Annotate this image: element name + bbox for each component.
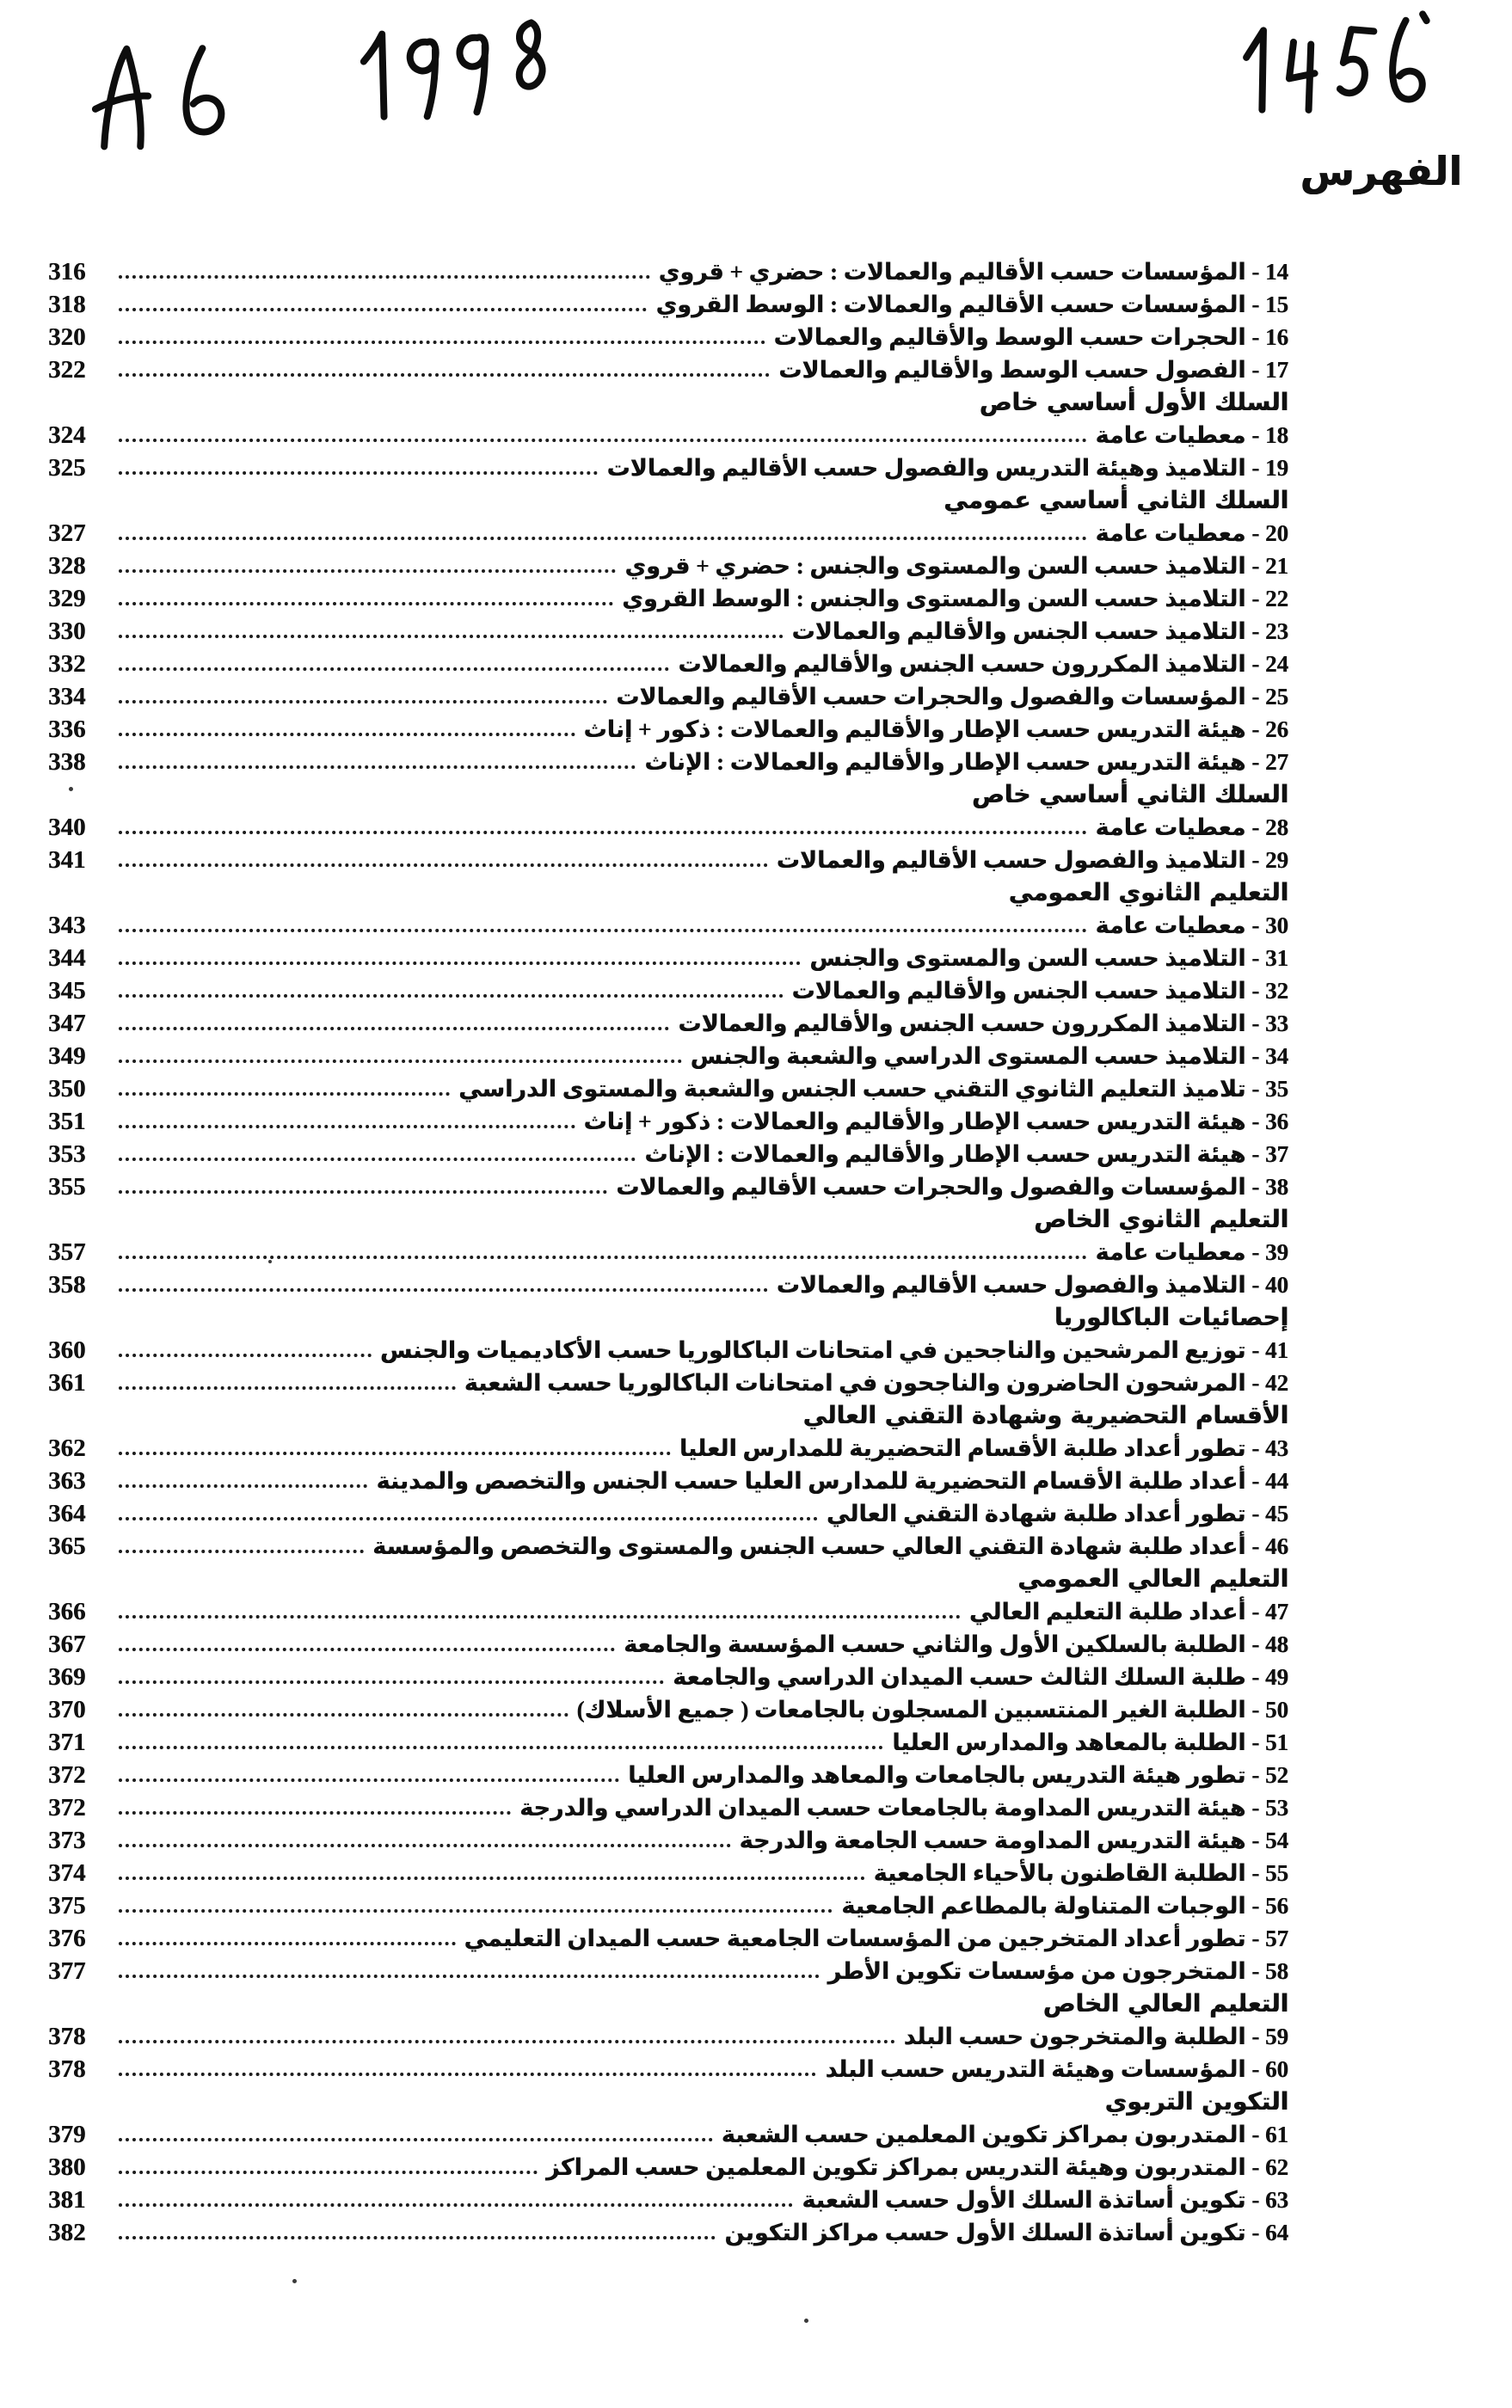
dot-leader	[119, 2236, 716, 2239]
scan-speck	[804, 2319, 808, 2323]
toc-section-header: التعليم العالي العمومي	[1017, 1564, 1288, 1593]
handwriting-top-left	[73, 31, 276, 153]
toc-entry	[48, 353, 1288, 385]
dot-leader	[119, 1942, 456, 1945]
page-number: 329	[48, 585, 86, 612]
toc-entry	[48, 1333, 1288, 1366]
entry-label: 36 - هيئة التدريس حسب الإطار والأقاليم والعمالات : ذكور + إناث	[583, 1109, 1288, 1134]
toc-entry	[48, 974, 1288, 1006]
page-number: 375	[48, 1892, 86, 1920]
dot-leader	[119, 1615, 961, 1619]
dot-leader	[119, 602, 613, 605]
dot-leader	[119, 994, 784, 998]
toc-section-header: السلك الثاني أساسي خاص	[971, 780, 1288, 808]
entry-label: 58 - المتخرجون من مؤسسات تكوين الأطر	[827, 1958, 1288, 1984]
entry-label: 19 - التلاميذ وهيئة التدريس والفصول حسب الأقاليم والعمالات	[606, 455, 1288, 481]
page-number: 338	[48, 748, 86, 776]
toc-entry	[48, 451, 1288, 483]
page-number: 366	[48, 1598, 86, 1625]
page-number: 378	[48, 2055, 86, 2083]
entry-label: 60 - المؤسسات وهيئة التدريس حسب البلد	[825, 2056, 1288, 2082]
toc-entry	[48, 418, 1288, 451]
page-number: 360	[48, 1336, 86, 1364]
page-number: 320	[48, 323, 86, 351]
page-number: 382	[48, 2219, 86, 2246]
entry-label: 49 - طلبة السلك الثالث حسب الميدان الدراسي والجامعة	[673, 1664, 1288, 1690]
page-number: 316	[48, 258, 86, 286]
dot-leader	[119, 863, 768, 867]
page-number: 355	[48, 1173, 86, 1201]
dot-leader	[119, 275, 650, 279]
dot-leader	[119, 1027, 669, 1030]
entry-label: 23 - التلاميذ حسب الجنس والأقاليم والعمالات	[791, 618, 1288, 644]
entry-label: 57 - تطور أعداد المتخرجين من المؤسسات الجامعية حسب الميدان التعليمي	[464, 1926, 1288, 1951]
dot-leader	[119, 700, 607, 703]
page-number: 372	[48, 1794, 86, 1821]
entry-label: 43 - تطور أعداد طلبة الأقسام التحضيرية للمدارس العليا	[679, 1435, 1288, 1461]
toc-entry	[48, 1954, 1288, 1987]
dot-leader	[119, 1452, 671, 1455]
toc-section-header: التعليم الثانوي العمومي	[1008, 878, 1288, 906]
dot-leader	[119, 1190, 607, 1194]
entry-label: 31 - التلاميذ حسب السن والمستوى والجنس	[809, 945, 1288, 971]
dot-leader	[119, 537, 1087, 540]
toc-entry	[48, 1627, 1288, 1660]
dot-leader	[119, 1877, 865, 1880]
toc-entry	[48, 581, 1288, 614]
toc-entry	[48, 2183, 1288, 2215]
toc-entry	[48, 1366, 1288, 1398]
page-number: 350	[48, 1075, 86, 1103]
page-number: 324	[48, 421, 86, 449]
toc-entry	[48, 745, 1288, 777]
dot-leader	[119, 439, 1087, 442]
dot-leader	[119, 1060, 682, 1063]
page-number: 370	[48, 1696, 86, 1723]
page-number: 341	[48, 846, 86, 874]
dot-leader	[119, 1517, 818, 1520]
entry-label: 50 - الطلبة الغير المنتسبين المسجلون بالجامعات ( جميع الأسلاك)	[576, 1697, 1288, 1723]
entry-label: 26 - هيئة التدريس حسب الإطار والأقاليم والعمالات : ذكور + إناث	[583, 716, 1288, 742]
toc-entry	[48, 1921, 1288, 1954]
table-of-contents	[48, 255, 1288, 2248]
page-number: 345	[48, 977, 86, 1004]
page-number: 327	[48, 519, 86, 547]
entry-label: 48 - الطلبة بالسلكين الأول والثاني حسب المؤسسة والجامعة	[624, 1631, 1288, 1657]
page-number: 369	[48, 1663, 86, 1691]
entry-label: 52 - تطور هيئة التدريس بالجامعات والمعاهد والمدارس العليا	[628, 1762, 1288, 1788]
dot-leader	[119, 2171, 538, 2174]
toc-entry	[48, 1791, 1288, 1823]
dot-leader	[119, 1713, 569, 1717]
entry-label: 53 - هيئة التدريس المداومة بالجامعات حسب الميدان الدراسي والدرجة	[519, 1795, 1288, 1821]
entry-label: 45 - تطور أعداد طلبة شهادة التقني العالي	[826, 1501, 1288, 1526]
scan-speck	[292, 2279, 297, 2283]
page-number: 318	[48, 291, 86, 318]
page-number: 322	[48, 356, 86, 384]
page-number: 340	[48, 814, 86, 841]
page-title: الفهرس	[1300, 148, 1462, 194]
toc-entry	[48, 941, 1288, 974]
toc-entry	[48, 647, 1288, 679]
entry-label: 59 - الطلبة والمتخرجون حسب البلد	[903, 2024, 1288, 2049]
toc-entry	[48, 2052, 1288, 2085]
entry-label: 63 - تكوين أساتذة السلك الأول حسب الشعبة	[802, 2187, 1288, 2213]
entry-label: 44 - أعداد طلبة الأقسام التحضيرية للمدارس العليا حسب الجنس والتخصص والمدينة	[376, 1468, 1288, 1494]
page-number: 372	[48, 1761, 86, 1789]
entry-label: 35 - تلاميذ التعليم الثانوي التقني حسب الجنس والشعبة والمستوى الدراسي	[458, 1076, 1288, 1102]
dot-leader	[119, 1092, 450, 1096]
entry-label: 47 - أعداد طلبة التعليم العالي	[968, 1599, 1288, 1625]
page-number: 363	[48, 1467, 86, 1495]
entry-label: 56 - الوجبات المتناولة بالمطاعم الجامعية	[841, 1893, 1288, 1919]
toc-entry	[48, 2150, 1288, 2183]
entry-label: 32 - التلاميذ حسب الجنس والأقاليم والعمالات	[791, 978, 1288, 1004]
toc-entry	[48, 1758, 1288, 1791]
entry-label: 25 - المؤسسات والفصول والحجرات حسب الأقاليم والعمالات	[616, 684, 1288, 710]
entry-label: 28 - معطيات عامة	[1095, 814, 1288, 840]
dot-leader	[119, 667, 669, 671]
page-number: 380	[48, 2153, 86, 2181]
page-number: 353	[48, 1140, 86, 1168]
toc-section-header: إحصائيات الباكالوريا	[1054, 1303, 1288, 1331]
entry-label: 30 - معطيات عامة	[1095, 912, 1288, 938]
toc-entry	[48, 1889, 1288, 1921]
entry-label: 40 - التلاميذ والفصول حسب الأقاليم والعمالات	[776, 1272, 1288, 1298]
dot-leader	[119, 341, 765, 344]
toc-entry	[48, 712, 1288, 745]
toc-section-header: التعليم الثانوي الخاص	[1034, 1205, 1288, 1233]
toc-entry	[48, 1856, 1288, 1889]
entry-label: 33 - التلاميذ المكررون حسب الجنس والأقاليم والعمالات	[678, 1010, 1288, 1036]
toc-entry	[48, 2019, 1288, 2052]
dot-leader	[119, 471, 598, 475]
entry-label: 14 - المؤسسات حسب الأقاليم والعمالات : حضري + قروي	[658, 259, 1288, 285]
dot-leader	[119, 765, 636, 769]
toc-section-header: السلك الأول أساسي خاص	[979, 388, 1288, 416]
toc-section-header: الأقسام التحضيرية وشهادة التقني العالي	[802, 1401, 1288, 1429]
toc-entry	[48, 1137, 1288, 1170]
page-number: 365	[48, 1533, 86, 1560]
dot-leader	[119, 1909, 833, 1913]
dot-leader	[119, 929, 1087, 932]
dot-leader	[119, 1288, 768, 1292]
dot-leader	[119, 1680, 664, 1684]
dot-leader	[119, 2138, 713, 2141]
entry-label: 42 - المرشحون الحاضرون والناجحون في امتحانات الباكالوريا حسب الشعبة	[464, 1370, 1288, 1396]
dot-leader	[119, 1778, 619, 1782]
toc-entry	[48, 1006, 1288, 1039]
toc-entry	[48, 1660, 1288, 1692]
dot-leader	[119, 961, 801, 965]
toc-section-header: التعليم العالي الخاص	[1042, 1989, 1288, 2018]
toc-entry	[48, 908, 1288, 941]
scan-speck	[69, 787, 73, 791]
dot-leader	[119, 1256, 1087, 1259]
page-number: 364	[48, 1500, 86, 1527]
entry-label: 15 - المؤسسات حسب الأقاليم والعمالات : الوسط القروي	[655, 292, 1288, 317]
dot-leader	[119, 733, 575, 736]
entry-label: 39 - معطيات عامة	[1095, 1239, 1288, 1265]
toc-entry	[48, 1529, 1288, 1562]
entry-label: 24 - التلاميذ المكررون حسب الجنس والأقاليم والعمالات	[678, 651, 1288, 677]
page-number: 347	[48, 1010, 86, 1037]
toc-entry	[48, 1464, 1288, 1496]
dot-leader	[119, 1158, 636, 1161]
toc-entry	[48, 843, 1288, 875]
toc-entry	[48, 1692, 1288, 1725]
handwriting-top-right	[1220, 6, 1441, 124]
dot-leader	[119, 1550, 364, 1553]
dot-leader	[119, 569, 616, 573]
entry-label: 41 - توزيع المرشحين والناجحين في امتحانات الباكالوريا حسب الأكاديميات والجنس	[379, 1337, 1288, 1363]
toc-entry	[48, 1039, 1288, 1072]
dot-leader	[119, 1746, 883, 1749]
toc-entry	[48, 287, 1288, 320]
page-number: 325	[48, 454, 86, 482]
entry-label: 22 - التلاميذ حسب السن والمستوى والجنس : الوسط القروي	[622, 586, 1288, 611]
page-number: 358	[48, 1271, 86, 1299]
toc-entry	[48, 1594, 1288, 1627]
toc-entry	[48, 2117, 1288, 2150]
toc-entry	[48, 614, 1288, 647]
page-number: 362	[48, 1434, 86, 1462]
dot-leader	[119, 1811, 511, 1815]
toc-entry	[48, 1268, 1288, 1300]
entry-label: 29 - التلاميذ والفصول حسب الأقاليم والعمالات	[776, 847, 1288, 873]
toc-entry	[48, 679, 1288, 712]
page-number: 381	[48, 2186, 86, 2214]
toc-entry	[48, 2215, 1288, 2248]
page-number: 367	[48, 1631, 86, 1658]
page-number: 371	[48, 1729, 86, 1756]
entry-label: 54 - هيئة التدريس المداومة حسب الجامعة والدرجة	[739, 1828, 1288, 1853]
page-number: 373	[48, 1827, 86, 1854]
entry-label: 51 - الطلبة بالمعاهد والمدارس العليا	[892, 1729, 1288, 1755]
entry-label: 38 - المؤسسات والفصول والحجرات حسب الأقاليم والعمالات	[616, 1174, 1288, 1200]
page-number: 336	[48, 716, 86, 743]
entry-label: 20 - معطيات عامة	[1095, 520, 1288, 546]
entry-label: 55 - الطلبة القاطنون بالأحياء الجامعية	[873, 1860, 1288, 1886]
toc-entry	[48, 1823, 1288, 1856]
dot-leader	[119, 2073, 816, 2076]
toc-entry	[48, 1496, 1288, 1529]
toc-entry	[48, 1725, 1288, 1758]
page-number: 361	[48, 1369, 86, 1397]
entry-label: 21 - التلاميذ حسب السن والمستوى والجنس : حضري + قروي	[624, 553, 1288, 579]
dot-leader	[119, 1975, 820, 1978]
entry-label: 17 - الفصول حسب الوسط والأقاليم والعمالات	[778, 357, 1288, 383]
page-number: 357	[48, 1238, 86, 1266]
page-number: 344	[48, 944, 86, 972]
page-number: 379	[48, 2121, 86, 2148]
toc-section-header: التكوين التربوي	[1104, 2087, 1288, 2116]
dot-leader	[119, 1386, 456, 1390]
toc-entry	[48, 1235, 1288, 1268]
entry-label: 34 - التلاميذ حسب المستوى الدراسي والشعبة والجنس	[690, 1043, 1288, 1069]
entry-label: 16 - الحجرات حسب الوسط والأقاليم والعمالات	[773, 324, 1288, 350]
entry-label: 18 - معطيات عامة	[1095, 422, 1288, 448]
toc-entry	[48, 1170, 1288, 1202]
dot-leader	[119, 2040, 895, 2043]
toc-section-header: السلك الثاني أساسي عمومي	[943, 486, 1288, 514]
toc-entry	[48, 516, 1288, 549]
page-number: 378	[48, 2023, 86, 2050]
entry-label: 37 - هيئة التدريس حسب الإطار والأقاليم والعمالات : الإناث	[644, 1141, 1288, 1167]
entry-label: 62 - المتدربون وهيئة التدريس بمراكز تكوين المعلمين حسب المراكز	[545, 2154, 1288, 2180]
page-number: 351	[48, 1108, 86, 1135]
handwriting-top-center	[347, 8, 570, 129]
dot-leader	[119, 1844, 731, 1847]
dot-leader	[119, 831, 1087, 834]
page-number: 332	[48, 650, 86, 678]
entry-label: 46 - أعداد طلبة شهادة التقني العالي حسب الجنس والمستوى والتخصص والمؤسسة	[372, 1533, 1288, 1559]
page-number: 334	[48, 683, 86, 710]
page-number: 330	[48, 617, 86, 645]
dot-leader	[119, 2203, 793, 2207]
toc-entry	[48, 320, 1288, 353]
dot-leader	[119, 308, 647, 311]
entry-label: 27 - هيئة التدريس حسب الإطار والأقاليم والعمالات : الإناث	[644, 749, 1288, 775]
page-number: 376	[48, 1925, 86, 1952]
entry-label: 61 - المتدربون بمراكز تكوين المعلمين حسب الشعبة	[721, 2122, 1288, 2147]
dot-leader	[119, 1648, 615, 1651]
dot-leader	[119, 1354, 372, 1357]
dot-leader	[119, 1484, 367, 1488]
dot-leader	[119, 635, 784, 638]
page-number: 343	[48, 912, 86, 939]
scan-speck	[268, 1260, 272, 1263]
toc-entry	[48, 549, 1288, 581]
entry-label: 64 - تكوين أساتذة السلك الأول حسب مراكز التكوين	[724, 2220, 1288, 2245]
dot-leader	[119, 373, 770, 377]
toc-entry	[48, 1431, 1288, 1464]
dot-leader	[119, 1125, 575, 1128]
page-number: 328	[48, 552, 86, 580]
toc-entry	[48, 1072, 1288, 1104]
page-number: 349	[48, 1042, 86, 1070]
toc-entry	[48, 810, 1288, 843]
toc-entry	[48, 1104, 1288, 1137]
toc-entry	[48, 255, 1288, 287]
page-number: 377	[48, 1957, 86, 1985]
page-number: 374	[48, 1859, 86, 1887]
